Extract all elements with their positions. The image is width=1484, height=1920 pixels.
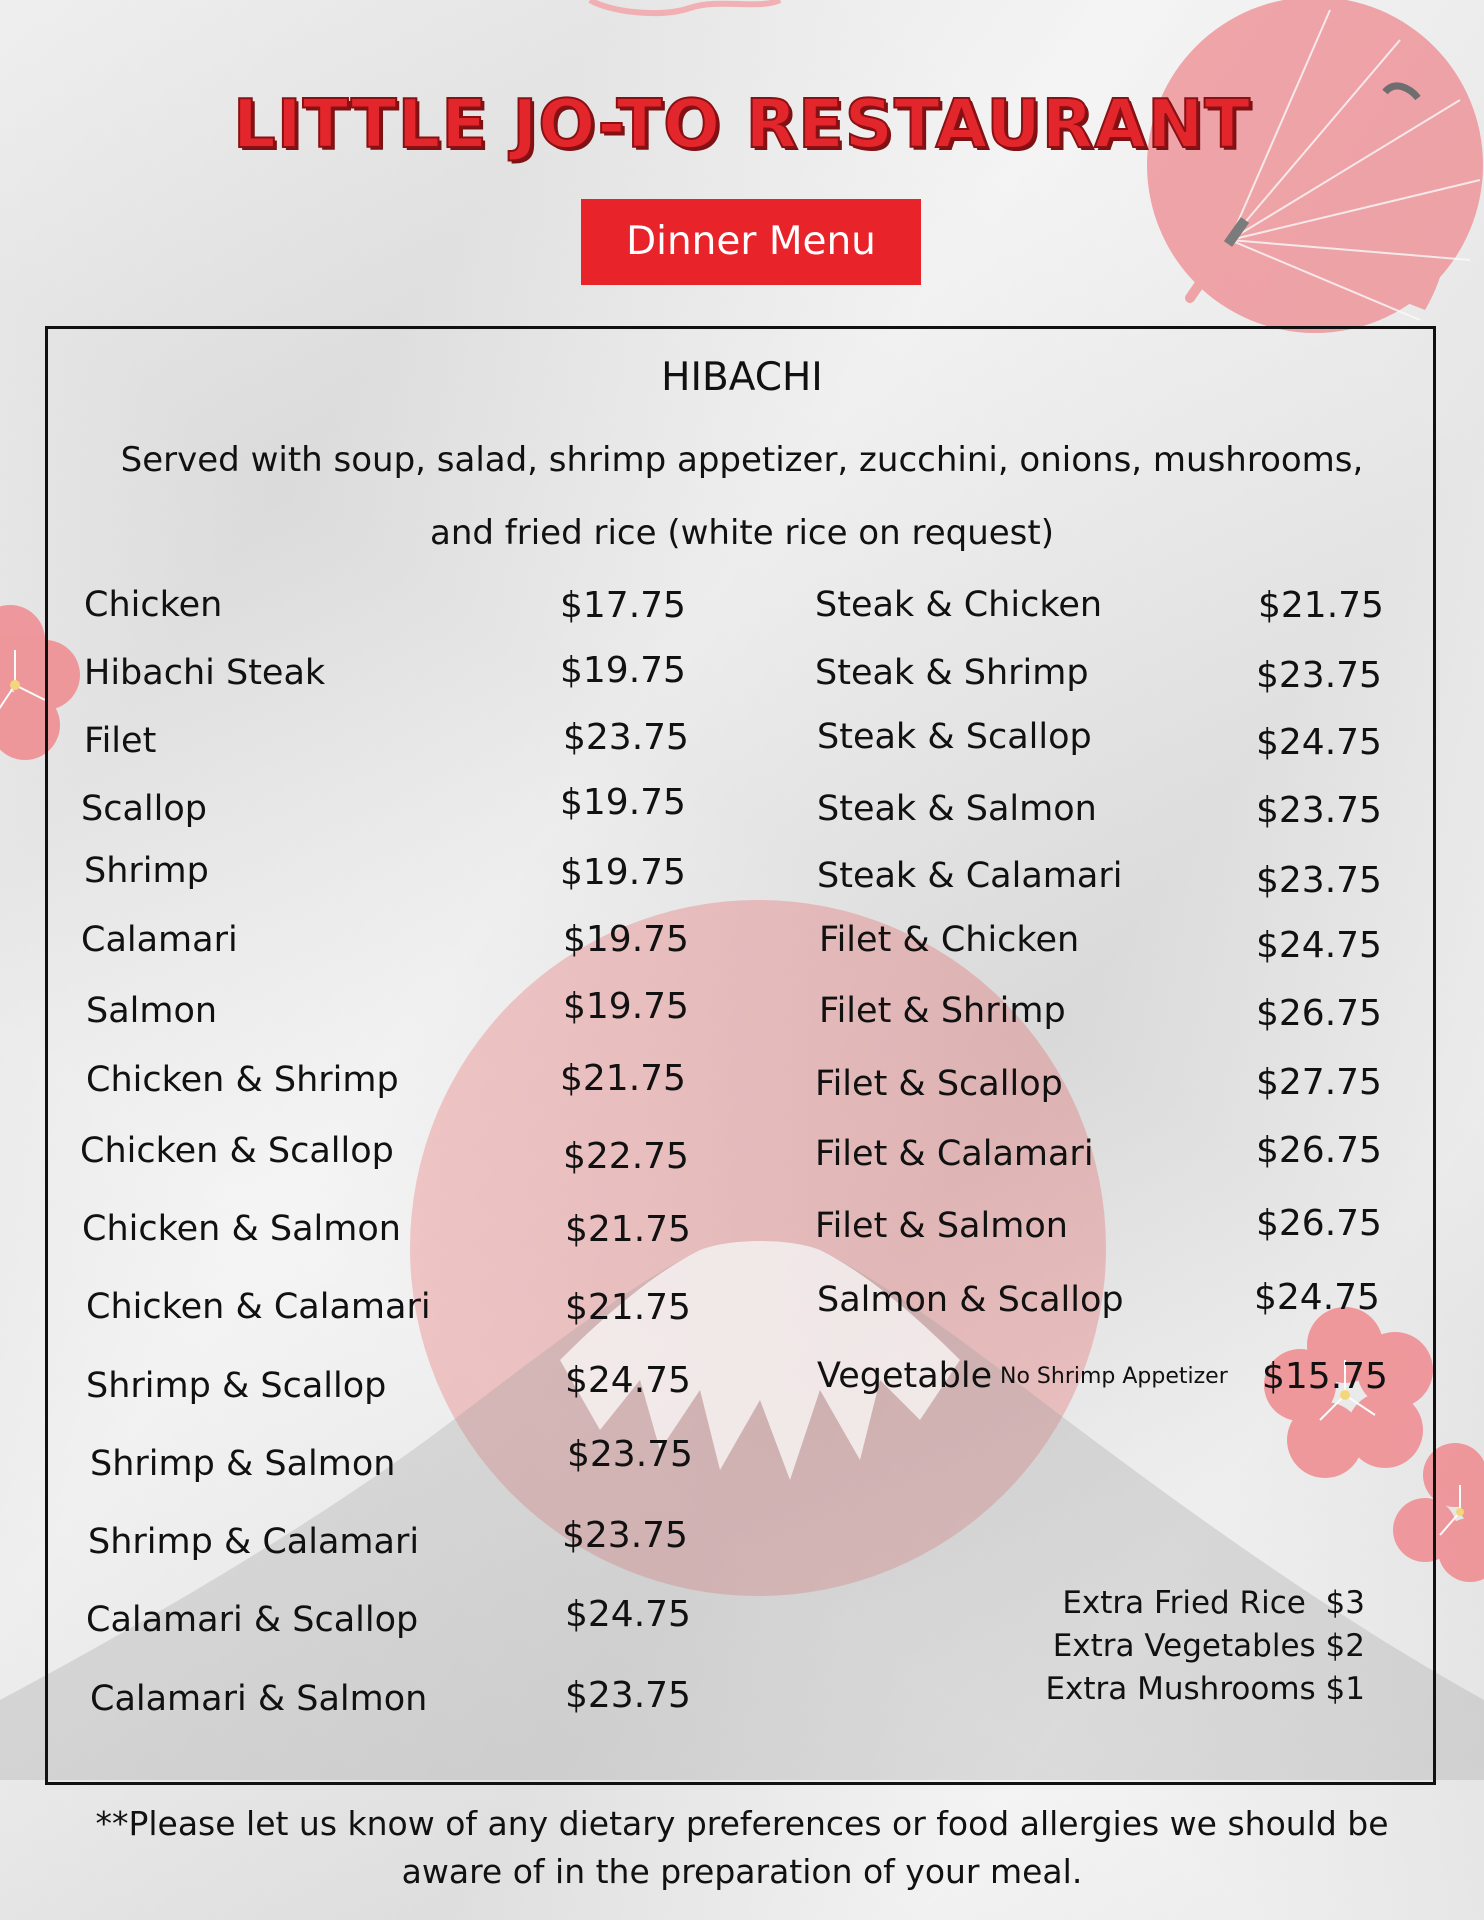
menu-item-name: Scallop [81, 789, 207, 829]
menu-item-price: $19.75 [560, 782, 686, 823]
menu-item-name: Shrimp & Scallop [86, 1366, 387, 1406]
menu-item-price: $24.75 [565, 1360, 691, 1401]
menu-item-name: Calamari & Scallop [86, 1600, 419, 1640]
menu-item-name: Chicken & Calamari [86, 1287, 431, 1327]
menu-item-name: Steak & Chicken [815, 585, 1103, 625]
menu-item-name: Filet & Calamari [815, 1134, 1094, 1174]
menu-item-price: $21.75 [1258, 585, 1384, 626]
menu-item-name: Filet & Shrimp [819, 991, 1066, 1031]
menu-item-name: Steak & Calamari [817, 856, 1123, 896]
footer-line2: aware of in the preparation of your meal. [401, 1852, 1083, 1891]
menu-item-price: $21.75 [560, 1058, 686, 1099]
menu-item-name: Salmon [86, 991, 218, 1031]
menu-item-name: Shrimp & Calamari [88, 1522, 420, 1562]
allergy-footer-note [60, 1800, 1424, 1896]
section-description-line1: Served with soup, salad, shrimp appetizer, zucchini, onions, mushrooms, [120, 440, 1364, 480]
dinner-menu-label: Dinner Menu [581, 199, 921, 285]
menu-item-price: $23.75 [1256, 655, 1382, 696]
menu-item-price: $19.75 [563, 986, 689, 1027]
extra-item-label: Extra Fried Rice [1062, 1585, 1306, 1621]
menu-item-price: $27.75 [1256, 1062, 1382, 1103]
menu-item-name: Hibachi Steak [84, 653, 326, 693]
menu-item-name: Vegetable [817, 1356, 993, 1396]
extra-item-price: $1 [1325, 1671, 1365, 1707]
menu-item-name: Steak & Scallop [817, 717, 1092, 757]
top-ribbon-decoration [590, 0, 780, 13]
menu-item-name: Chicken & Shrimp [86, 1060, 399, 1100]
extra-item-label: Extra Mushrooms [1045, 1671, 1316, 1707]
menu-item-price: $24.75 [565, 1594, 691, 1635]
menu-item-price: $24.75 [1256, 925, 1382, 966]
extra-item [1040, 1585, 1365, 1621]
menu-item-name: Chicken & Scallop [80, 1131, 394, 1171]
menu-item-name: Filet & Scallop [815, 1064, 1063, 1104]
menu-item-name: Salmon & Scallop [817, 1280, 1124, 1320]
menu-item-name: Filet & Chicken [819, 920, 1080, 960]
menu-item-price: $23.75 [567, 1434, 693, 1475]
menu-item-price: $26.75 [1256, 1203, 1382, 1244]
menu-item-name: Calamari [81, 920, 238, 960]
menu-item-price: $26.75 [1256, 1130, 1382, 1171]
menu-item-price: $23.75 [565, 1675, 691, 1716]
menu-item-name: Calamari & Salmon [90, 1679, 428, 1719]
menu-item-name: Steak & Salmon [817, 789, 1097, 829]
menu-item-price: $23.75 [1256, 790, 1382, 831]
extra-item-price: $3 [1325, 1585, 1365, 1621]
menu-item-price: $22.75 [563, 1136, 689, 1177]
extra-item [1040, 1671, 1365, 1707]
menu-item-name: Chicken & Salmon [82, 1209, 401, 1249]
menu-item-price: $19.75 [560, 650, 686, 691]
footer-line1: **Please let us know of any dietary preferences or food allergies we should be [95, 1804, 1389, 1843]
menu-item-name: Filet & Salmon [815, 1206, 1068, 1246]
menu-item-price: $19.75 [560, 852, 686, 893]
menu-item-name: Steak & Shrimp [815, 653, 1089, 693]
extra-item-price: $2 [1325, 1628, 1365, 1664]
extra-item [1040, 1628, 1365, 1664]
menu-item-price: $19.75 [563, 919, 689, 960]
menu-item-price: $23.75 [562, 1515, 688, 1556]
menu-item-price: $24.75 [1254, 1277, 1380, 1318]
menu-item-price: $24.75 [1256, 722, 1382, 763]
section-description-line2: and fried rice (white rice on request) [430, 513, 1054, 553]
menu-item-price: $15.75 [1262, 1356, 1388, 1397]
extra-item-label: Extra Vegetables [1052, 1628, 1316, 1664]
menu-item-note: No Shrimp Appetizer [1000, 1364, 1228, 1389]
menu-item-price: $23.75 [563, 717, 689, 758]
menu-item-price: $26.75 [1256, 993, 1382, 1034]
restaurant-title: LITTLE JO-TO RESTAURANT [233, 85, 1251, 163]
menu-item-price: $21.75 [565, 1287, 691, 1328]
section-title: HIBACHI [661, 355, 823, 400]
menu-item-price: $17.75 [560, 585, 686, 626]
menu-item-name: Chicken [84, 585, 223, 625]
menu-item-name: Shrimp & Salmon [90, 1444, 396, 1484]
menu-item-price: $21.75 [565, 1209, 691, 1250]
menu-item-name: Filet [84, 721, 157, 761]
parasol-decoration [1147, 0, 1483, 333]
menu-item-price: $23.75 [1256, 860, 1382, 901]
menu-item-name: Shrimp [84, 851, 209, 891]
